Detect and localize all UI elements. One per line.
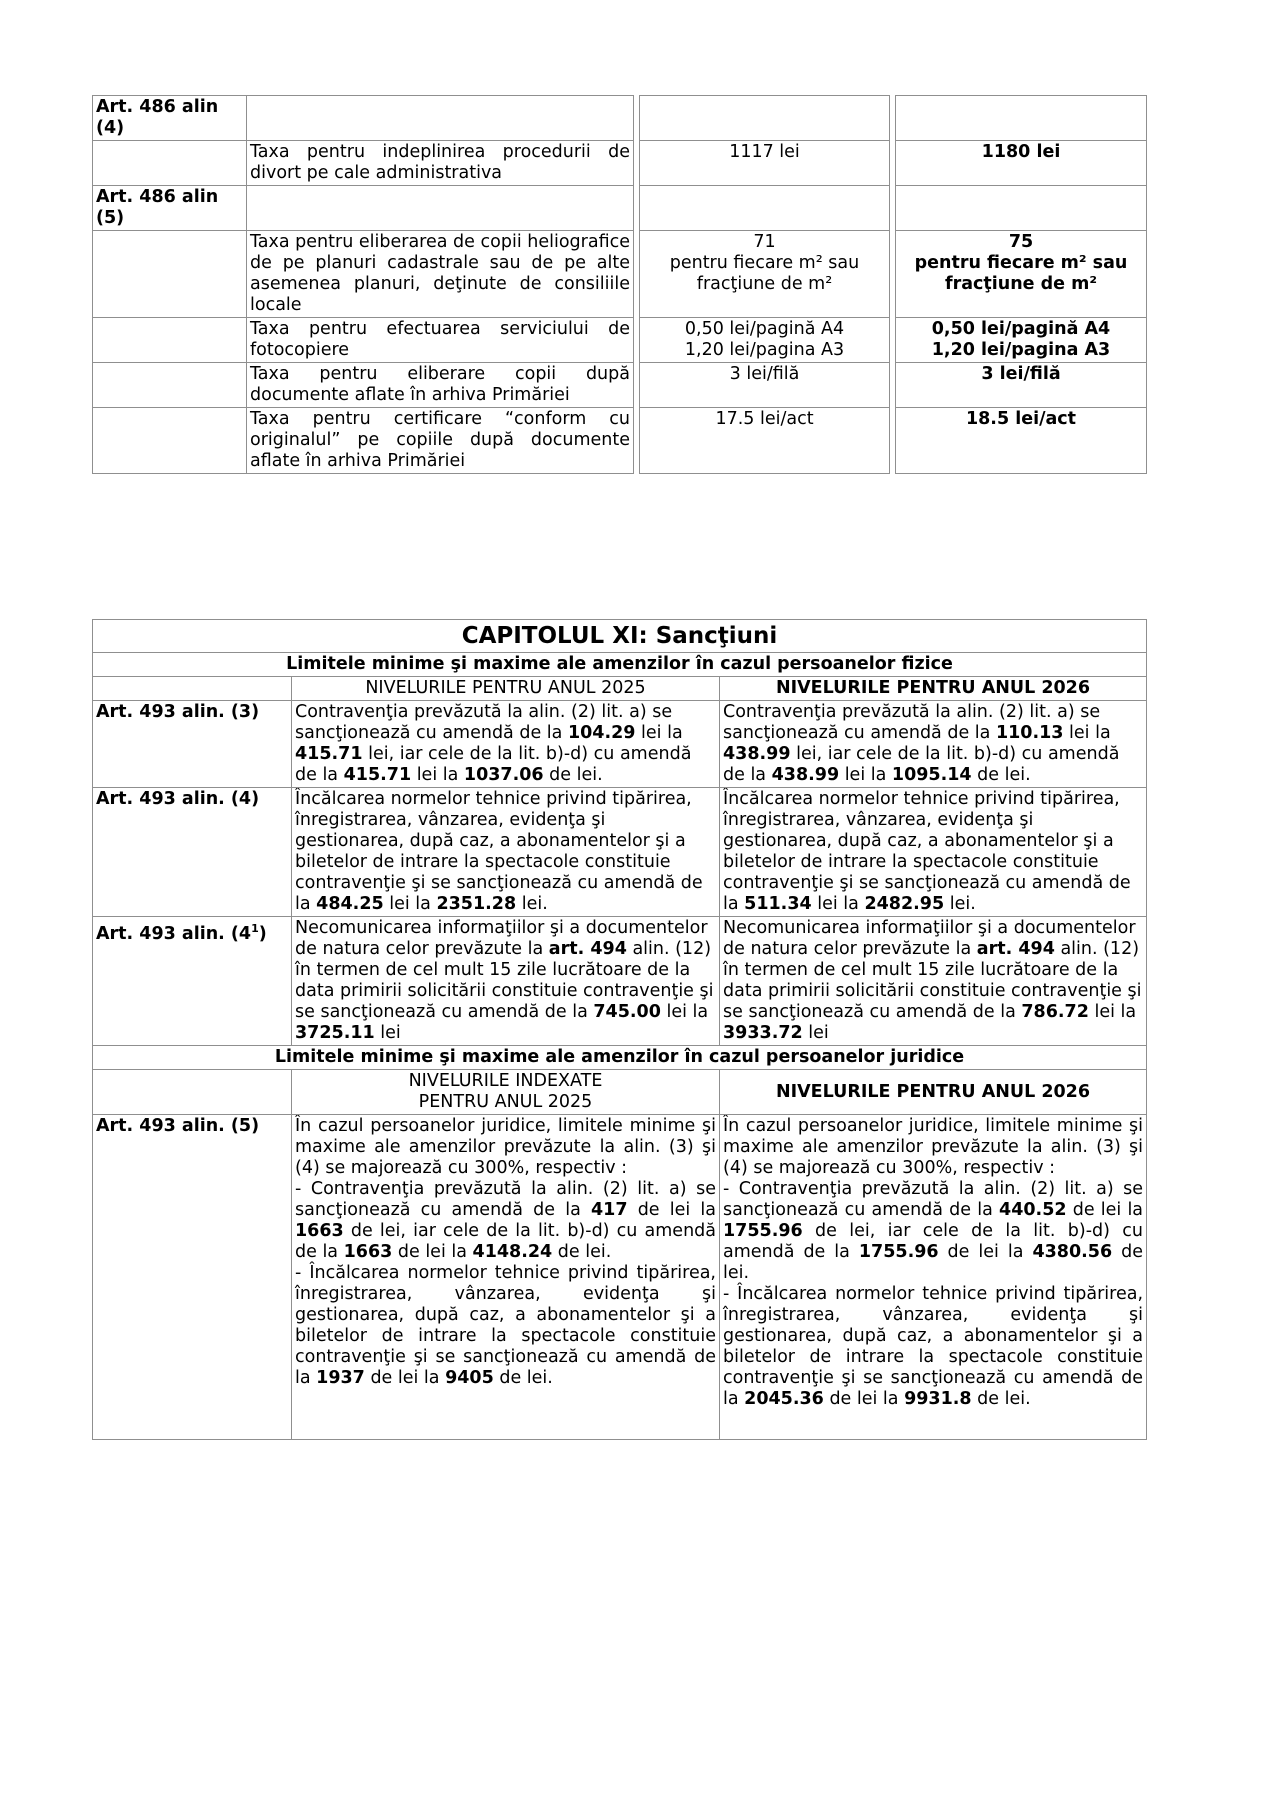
text-2025: Încălcarea normelor tehnice privind tipărirea, înregistrarea, vânzarea, evidenţa şi gestionarea, după caz, a abonamentelor şi a biletelor de intrare la spectacole constituie contravenţie şi se sancţionează cu amendă de la 484.25 lei la 2351.28 lei.	[292, 788, 720, 917]
table-row	[93, 318, 1147, 363]
article-ref	[93, 318, 247, 363]
article-ref	[93, 141, 247, 186]
text-2025: Contravenţia prevăzută la alin. (2) lit. a) se sancţionează cu amendă de la 104.29 lei la 415.71 lei, iar cele de la lit. b)-d) cu amendă de la 415.71 lei la 1037.06 de lei.	[292, 701, 720, 788]
article-ref: Art. 493 alin. (3)	[93, 701, 292, 788]
tax-description: Taxa pentru eliberare copii după documente aflate în arhiva Primăriei	[247, 363, 634, 408]
sanctiuni-table	[92, 619, 1147, 1440]
col-header-2026: NIVELURILE PENTRU ANUL 2026	[720, 677, 1147, 701]
col-header-2025-indexat: NIVELURILE INDEXATE PENTRU ANUL 2025	[292, 1070, 720, 1115]
tax-description	[247, 186, 634, 231]
tax-description: Taxa pentru indeplinirea procedurii de divort pe cale administrativa	[247, 141, 634, 186]
value-2025: 1117 lei	[640, 141, 890, 186]
value-2026: 0,50 lei/pagină A4 1,20 lei/pagina A3	[896, 318, 1147, 363]
table-row	[93, 408, 1147, 474]
text-2026: Necomunicarea informaţiilor şi a documentelor de natura celor prevăzute la art. 494 alin. (12) în termen de cel mult 15 zile lucrătoare de la data primirii solicitării constituie contravenţie şi se sancţionează cu amendă de la 786.72 lei la 3933.72 lei	[720, 917, 1147, 1046]
empty-cell	[93, 1070, 292, 1115]
col-header-2026-juridice: NIVELURILE PENTRU ANUL 2026	[720, 1070, 1147, 1115]
tax-description: Taxa pentru eliberarea de copii heliografice de pe planuri cadastrale sau de pe alte asemenea planuri, deţinute de consiliile locale	[247, 231, 634, 318]
article-ref: Art. 493 alin. $(4^1)$	[93, 917, 292, 1046]
tax-description: Taxa pentru efectuarea serviciului de fotocopiere	[247, 318, 634, 363]
value-2026: 18.5 lei/act	[896, 408, 1147, 474]
table-row	[93, 96, 1147, 141]
chapter-title: CAPITOLUL XI: Sancţiuni	[93, 620, 1147, 653]
value-2026: 1180 lei	[896, 141, 1147, 186]
value-2025	[640, 96, 890, 141]
value-2026	[896, 96, 1147, 141]
value-2026: 3 lei/filă	[896, 363, 1147, 408]
table-row	[93, 917, 1147, 1046]
article-ref	[93, 363, 247, 408]
tax-description: Taxa pentru certificare “conform cu originalul” pe copiile după documente aflate în arhiva Primăriei	[247, 408, 634, 474]
text-2026: În cazul persoanelor juridice, limitele minime şi maxime ale amenzilor prevăzute la alin. (3) şi (4) se majorează cu 300%, respectiv : - Contravenţia prevăzută la alin. (2) lit. a) se sancţionează cu amendă de la 440.52 de lei la 1755.96 de lei, iar cele de la lit. b)-d) cu amendă de la 1755.96 de lei la 4380.56 de lei. - Încălcarea normelor tehnice privind tipărirea, înregistrarea, vânzarea, evidenţa şi gestionarea, după caz, a abonamentelor şi a biletelor de intrare la spectacole constituie contravenţie şi se sancţionează cu amendă de la 2045.36 de lei la 9931.8 de lei.	[720, 1115, 1147, 1440]
article-ref: Art. 486 alin (4)	[93, 96, 247, 141]
article-ref	[93, 231, 247, 318]
value-2025: 3 lei/filă	[640, 363, 890, 408]
table-row	[93, 186, 1147, 231]
value-2025	[640, 186, 890, 231]
juridice-heading: Limitele minime şi maxime ale amenzilor în cazul persoanelor juridice	[93, 1046, 1147, 1070]
text-2025: Necomunicarea informaţiilor şi a documentelor de natura celor prevăzute la art. 494 alin. (12) în termen de cel mult 15 zile lucrătoare de la data primirii solicitării constituie contravenţie şi se sancţionează cu amendă de la 745.00 lei la 3725.11 lei	[292, 917, 720, 1046]
text-2026: Contravenţia prevăzută la alin. (2) lit. a) se sancţionează cu amendă de la 110.13 lei la 438.99 lei, iar cele de la lit. b)-d) cu amendă de la 438.99 lei la 1095.14 de lei.	[720, 701, 1147, 788]
table-row	[93, 701, 1147, 788]
article-ref	[93, 408, 247, 474]
table-row	[93, 1115, 1147, 1440]
table-row	[93, 231, 1147, 318]
value-2025: 0,50 lei/pagină A4 1,20 lei/pagina A3	[640, 318, 890, 363]
fizice-heading: Limitele minime şi maxime ale amenzilor în cazul persoanelor fizice	[93, 653, 1147, 677]
empty-cell	[93, 677, 292, 701]
article-ref: Art. 486 alin (5)	[93, 186, 247, 231]
table-row	[93, 363, 1147, 408]
table-row	[93, 788, 1147, 917]
text-2025: În cazul persoanelor juridice, limitele minime şi maxime ale amenzilor prevăzute la alin. (3) şi (4) se majorează cu 300%, respectiv : - Contravenţia prevăzută la alin. (2) lit. a) se sancţionează cu amendă de la 417 de lei la 1663 de lei, iar cele de la lit. b)-d) cu amendă de la 1663 de lei la 4148.24 de lei. - Încălcarea normelor tehnice privind tipărirea, înregistrarea, vânzarea, evidenţa şi gestionarea, după caz, a abonamentelor şi a biletelor de intrare la spectacole constituie contravenţie şi se sancţionează cu amendă de la 1937 de lei la 9405 de lei.	[292, 1115, 720, 1440]
col-header-2025: NIVELURILE PENTRU ANUL 2025	[292, 677, 720, 701]
table-row	[93, 141, 1147, 186]
value-2025: 17.5 lei/act	[640, 408, 890, 474]
value-2026	[896, 186, 1147, 231]
text-2026: Încălcarea normelor tehnice privind tipărirea, înregistrarea, vânzarea, evidenţa şi gestionarea, după caz, a abonamentelor şi a biletelor de intrare la spectacole constituie contravenţie şi se sancţionează cu amendă de la 511.34 lei la 2482.95 lei.	[720, 788, 1147, 917]
value-2025: 71 pentru fiecare m² sau fracţiune de m²	[640, 231, 890, 318]
article-ref: Art. 493 alin. (5)	[93, 1115, 292, 1440]
value-2026: 75 pentru fiecare m² sau fracţiune de m²	[896, 231, 1147, 318]
tax-description	[247, 96, 634, 141]
taxe-table	[92, 95, 1147, 474]
article-ref: Art. 493 alin. (4)	[93, 788, 292, 917]
